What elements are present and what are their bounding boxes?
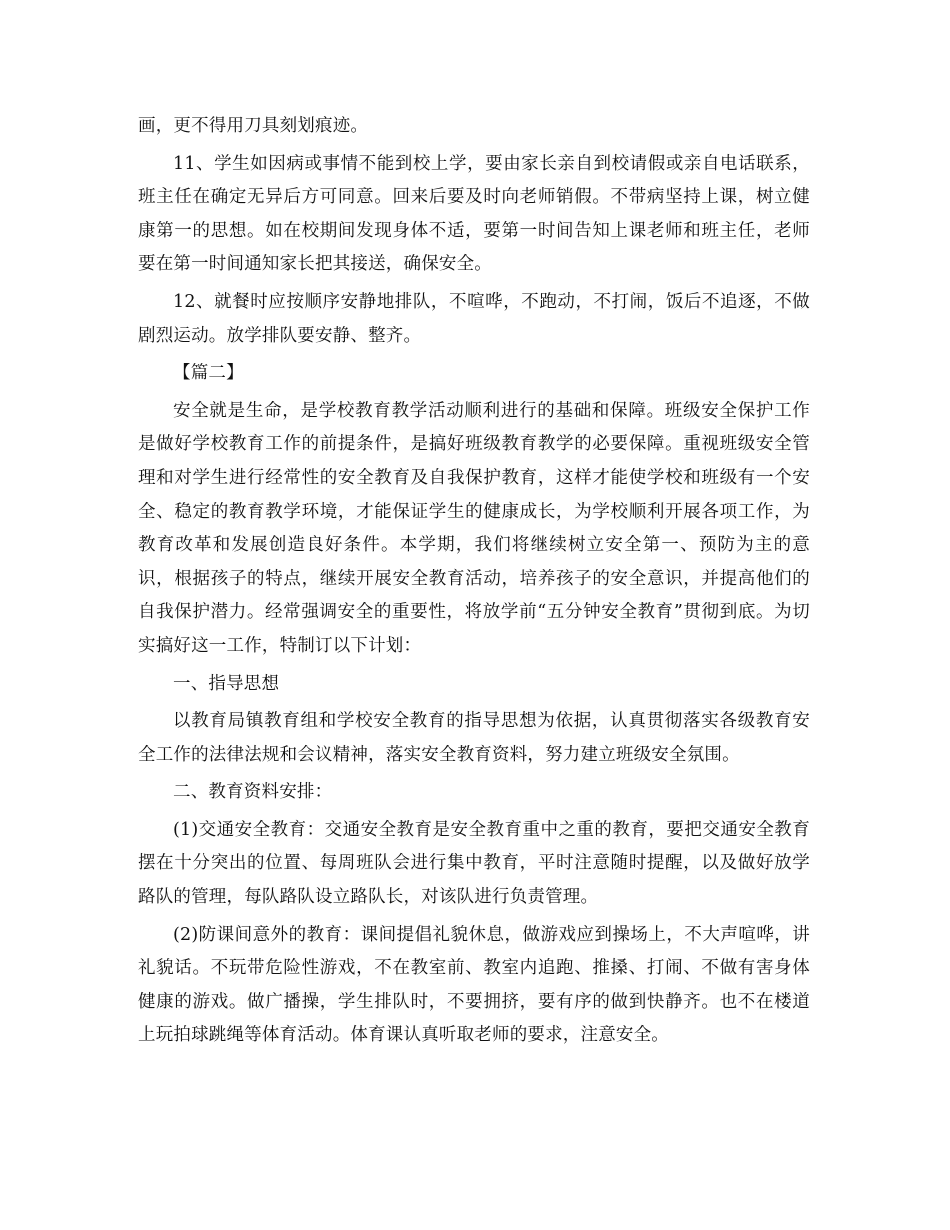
paragraph-item-12: 12、就餐时应按顺序安静地排队，不喧哗，不跑动，不打闹，饭后不追逐，不做剧烈运动。放学排队要安静、整齐。 [138,291,810,346]
section-heading-guiding-thought: 一、指导思想 [173,673,280,694]
paragraph-traffic-safety: (1)交通安全教育：交通安全教育是安全教育重中之重的教育，要把交通安全教育摆在十分突出的位置、每周班队会进行集中教育，平时注意随时提醒，以及做好放学路队的管理，每队路队设立路队长，对该队进行负责管理。 [138,819,810,908]
paragraph-guiding-thought: 以教育局镇教育组和学校安全教育的指导思想为依据，认真贯彻落实各级教育安全工作的法律法规和会议精神，落实安全教育资料，努力建立班级安全氛围。 [138,711,810,765]
paragraph-continuation: 画，更不得用刀具刻划痕迹。 [138,116,369,136]
paragraph-item-11: 11、学生如因病或事情不能到校上学，要由家长亲自到校请假或亲自电话联系，班主任在确定无异后方可同意。回来后要及时向老师销假。不带病坚持上课，树立健康第一的思想。如在校期间发现身体不适，要第一时间告知上课老师和班主任，老师要在第一时间通知家长把其接送，确保安全。 [138,153,810,275]
document-body [138,110,810,1057]
section-heading-part-two: 【篇二】 [173,363,244,384]
paragraph-intro: 安全就是生命，是学校教育教学活动顺利进行的基础和保障。班级安全保护工作是做好学校教育工作的前提条件，是搞好班级教育教学的必要保障。重视班级安全管理和对学生进行经常性的安全教育及自我保护教育，这样才能使学校和班级有一个安全、稳定的教育教学环境，才能保证学生的健康成长，为学校顺利开展各项工作，为教育改革和发展创造良好条件。本学期，我们将继续树立安全第一、预防为主的意识，根据孩子的特点，继续开展安全教育活动，培养孩子的安全意识，并提高他们的自我保护潜力。经常强调安全的重要性，将放学前“五分钟安全教育”贯彻到底。为切实搞好这一工作，特制订以下计划： [138,400,810,656]
section-heading-education-content: 二、教育资料安排： [173,782,333,803]
paragraph-break-safety: (2)防课间意外的教育：课间提倡礼貌休息，做游戏应到操场上，不大声喧哗，讲礼貌话。不玩带危险性游戏，不在教室前、教室内追跑、推搡、打闹、不做有害身体健康的游戏。做广播操，学生排队时，不要拥挤，要有序的做到快静齐。也不在楼道上玩拍球跳绳等体育活动。体育课认真听取老师的要求，注意安全。 [138,924,810,1046]
